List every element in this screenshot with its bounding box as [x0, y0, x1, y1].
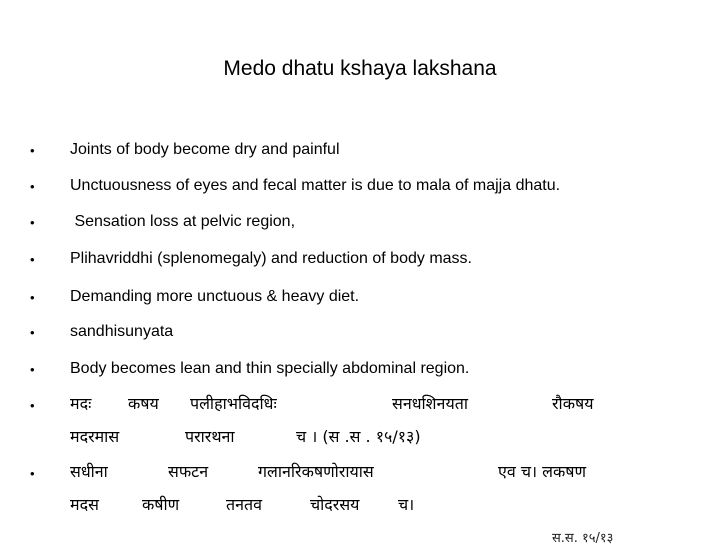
footer-reference: स.स. १५/१३	[552, 531, 614, 546]
bullet-3: •	[30, 215, 35, 230]
sanskrit-1-line2-w3: च । (स .स . १५/१३)	[296, 427, 421, 446]
bullet-5: •	[30, 290, 35, 305]
sanskrit-2-line2-w2: कषीण	[142, 495, 180, 514]
sanskrit-2-line1-w2: सफटन	[168, 462, 209, 481]
page-title: Medo dhatu kshaya lakshana	[223, 57, 497, 80]
sanskrit-2-line2-w1: मदस	[70, 495, 99, 514]
list-item-4: Plihavriddhi (splenomegaly) and reduction of body mass.	[70, 250, 472, 267]
sanskrit-1-line1-w3: पलीहाभविदधिः	[190, 394, 277, 413]
bullet-7: •	[30, 362, 35, 377]
sanskrit-2-line2-w5: च।	[398, 495, 415, 514]
sanskrit-2-line2-w4: चोदरसय	[310, 495, 360, 514]
sanskrit-1-line1-w2: कषय	[128, 394, 159, 413]
list-item-3: Sensation loss at pelvic region,	[70, 213, 296, 230]
sanskrit-2-line1-w4: एव च। लकषण	[498, 462, 587, 481]
bullet-2: •	[30, 179, 35, 194]
bullet-8: •	[30, 398, 35, 413]
sanskrit-1-line1-w4: सनधशिनयता	[392, 394, 468, 413]
bullet-9: •	[30, 466, 35, 481]
sanskrit-2-line1-w1: सधीना	[70, 462, 108, 481]
list-item-1: Joints of body become dry and painful	[70, 141, 340, 158]
sanskrit-1-line1-w5: रौकषय	[552, 394, 594, 413]
bullet-4: •	[30, 252, 35, 267]
bullet-6: •	[30, 325, 35, 340]
bullet-1: •	[30, 143, 35, 158]
list-item-5: Demanding more unctuous & heavy diet.	[70, 288, 360, 305]
sanskrit-2-line2-w3: तनतव	[226, 495, 263, 514]
list-item-7: Body becomes lean and thin specially abdominal region.	[70, 360, 470, 377]
list-item-2: Unctuousness of eyes and fecal matter is due to mala of majja dhatu.	[70, 177, 561, 194]
sanskrit-1-line2-w2: परारथना	[185, 427, 235, 446]
sanskrit-1-line1-w1: मदः	[70, 394, 92, 413]
sanskrit-1-line2-w1: मदरमास	[70, 427, 120, 446]
list-item-6: sandhisunyata	[70, 323, 174, 340]
sanskrit-2-line1-w3: गलानरिकषणोरायास	[258, 462, 374, 481]
